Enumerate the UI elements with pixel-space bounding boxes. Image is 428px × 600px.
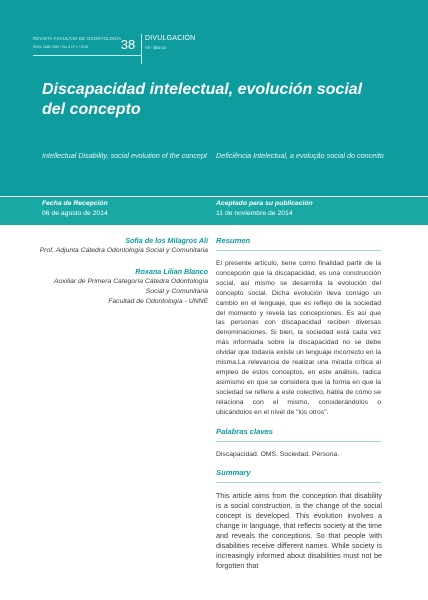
keywords-rule xyxy=(216,441,381,442)
summary-heading: Summary xyxy=(216,468,251,478)
author-name: Sofía de los Milagros Alí xyxy=(125,236,208,245)
authors-block xyxy=(38,236,208,307)
author-affiliation: Prof. Adjunta Cátedra Odontología Social y Comunitaria xyxy=(39,247,208,254)
header-divider-horizontal xyxy=(33,55,141,56)
abstract-heading: Resumen xyxy=(216,236,251,245)
issn-line: ISSN: 1668-7280 / Vol. 8 Nº 1 / 2015 xyxy=(33,45,89,49)
author-affiliation: Auxiliar de Primera Categoría Cátedra Odontología Social y Comunitaria xyxy=(53,278,208,295)
abstract-column xyxy=(216,236,381,491)
section-authors: Ali - Blanco xyxy=(145,45,167,50)
issue-number: 38 xyxy=(120,37,136,52)
accepted-label: Aceptado para su publicación xyxy=(216,200,313,207)
summary-text: This article aims from the conception that disability is a social construction, is the change of the social concept is developed. This evolution involves a change in language, that reflects society at the time and reveals the conceptions. So that people with disabilities receive different names. While society is increasingly informed about disabilities must not be forgotten that xyxy=(216,491,382,570)
keywords-text: Discapacidad. OMS. Sociedad. Persona. xyxy=(216,450,340,458)
keywords-heading: Palabras claves xyxy=(216,426,273,436)
author-name: Roxana Lilian Blanco xyxy=(135,267,208,276)
accepted-date: 11 de noviembre de 2014 xyxy=(216,210,293,217)
english-title: Intellectual Disability, social evolution of the concept xyxy=(42,151,207,160)
journal-name: REVISTA FACULTAD DE ODONTOLOGÍA xyxy=(33,36,122,41)
abstract-rule xyxy=(216,250,381,251)
summary-rule xyxy=(216,482,381,483)
article-title: Discapacidad intelectual, evolución social del concepto xyxy=(42,81,363,118)
header-divider-vertical xyxy=(141,34,142,64)
abstract-text: El presente artículo, tiene como finalidad partir de la concepción que la discapacidad, es una construcción social, así mismo se desarrolla la evolución del concepto social. Dicha evolución lleva consigo un cambio en el lenguaje, que es reflejo de la sociedad del momento y revela las concepciones. Es así que las personas con discapacidad reciben diversas denominaciones. Si bien, la sociedad está cada vez más informada sobre la discapacidad no se debe olvidar que todavía existe un lenguaje incorrecto en la misma.La relevancia de realizar una mirada crítica al empleo de estos conceptos, en este análisis, radica asimismo en que se considera que la forma en que la sociedad se refiere a este colectivo, habla de cómo se relaciona con el mismo, considerándolos o ubicándolos en el nivel de "los otros". xyxy=(216,260,381,416)
received-label: Fecha de Recepción xyxy=(42,200,108,207)
received-date: 06 de agosto de 2014 xyxy=(42,210,108,217)
section-label: DIVULGACIÓN xyxy=(145,35,196,42)
portuguese-title: Deficiência Intelectual, a evolução social do conceito xyxy=(216,151,384,160)
author-institution: Facultad de Odontología - UNNE xyxy=(108,298,208,305)
